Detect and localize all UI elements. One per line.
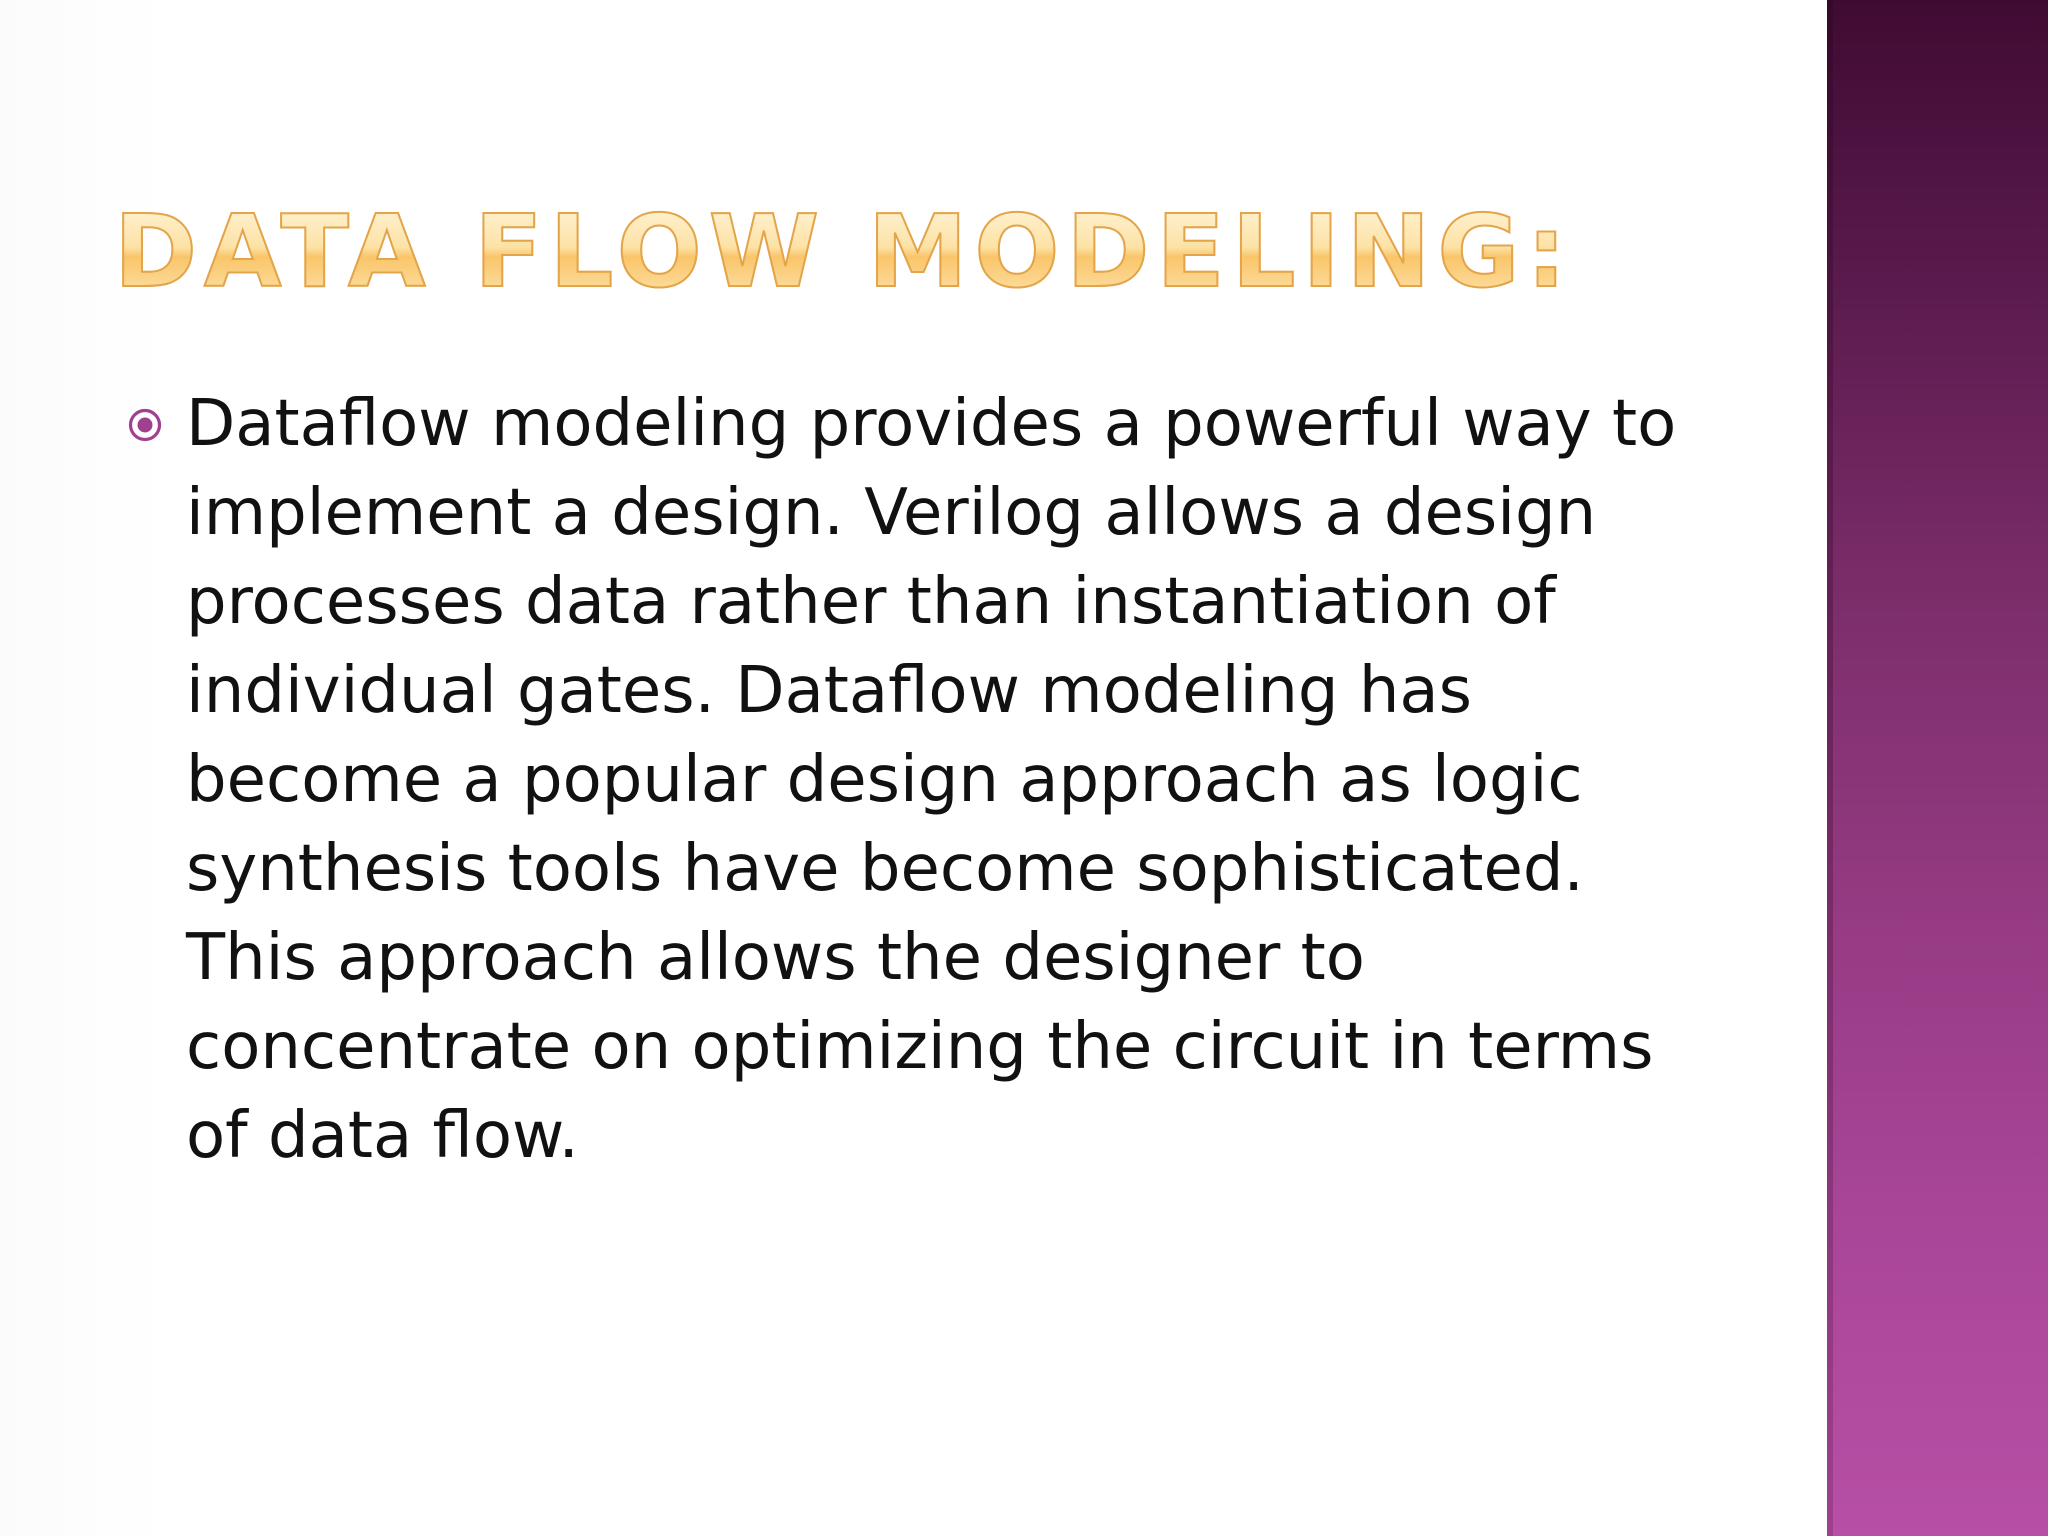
bullet-text: Dataflow modeling provides a powerful way to implement a design. Verilog allows a design processes data rather than instantiation of individual gates. Dataflow modeling has become a popular design approach as logic synthesis tools have become sophisticated. This approach allows the designer to concentrate on optimizing the circuit in terms of data flow. bbox=[186, 387, 1677, 1173]
bullet-item bbox=[128, 380, 1688, 1181]
slide-body bbox=[128, 380, 1688, 1181]
side-decoration-band bbox=[1827, 0, 2048, 1536]
slide-title: DATA FLOW MODELING: bbox=[114, 193, 1574, 310]
radio-bullet-icon bbox=[128, 380, 186, 469]
